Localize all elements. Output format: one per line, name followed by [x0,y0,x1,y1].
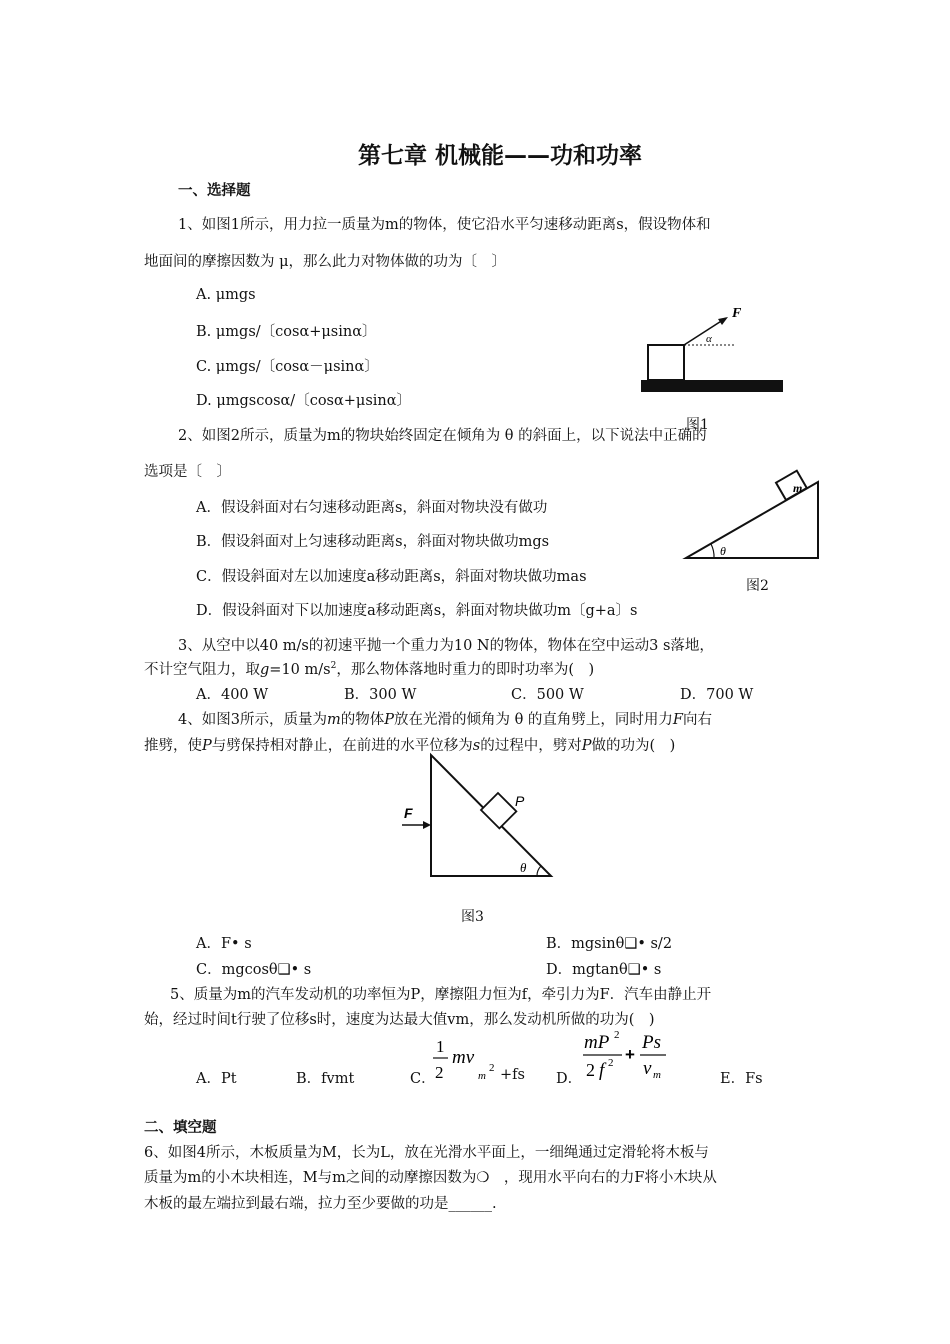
q1-line2: 地面间的摩擦因数为 μ，那么此力对物体做的功为〔 〕 [144,254,507,270]
block [648,345,684,380]
q5-option-c-prefix: C． [410,1071,436,1087]
q5-option-b: B．fvmt [296,1071,355,1087]
q3-option-b: B．300 W [344,687,417,703]
svg-text:m: m [653,1069,661,1081]
q2-option-c: C．假设斜面对左以加速度a移动距离s，斜面对物块做功mas [196,569,587,585]
q3-line2: 不计空气阻力，取g=10 $m/s^2$，那么物体落地时重力的即时功率为( ) [144,661,595,678]
formula-d-graphic [580,1028,676,1086]
q5-line1: 5、质量为m的汽车发动机的功率恒为P，摩擦阻力恒为f，牵引力为F．汽车由静止开 [170,987,712,1003]
q3-line1: 3、从空中以40 m/s的初速平抛一个重力为10 N的物体，物体在空中运动3 s落地， [178,638,714,654]
q4-option-a: A．F• s [196,936,252,952]
q3-option-a: A．400 W [196,687,269,703]
formula-c-graphic [430,1034,502,1086]
alpha-label: α [706,333,712,345]
q1-option-d: D. μmgscosα/〔cosα+μsinα〕 [196,393,412,409]
q2-line1: 2、如图2所示，质量为m的物块始终固定在倾角为 θ 的斜面上，以下说法中正确的 [178,428,707,444]
q2-option-b: B．假设斜面对上匀速移动距离s，斜面对物块做功mgs [196,534,550,550]
q1-option-a: A. μmgs [196,287,256,303]
q1-option-c: C. μmgs/〔cosα－μsinα〕 [196,359,379,375]
q4-option-b: B．mgsinθ❑• s/2 [546,936,673,952]
figure-3-diagram [398,752,558,882]
force-arrow [684,318,726,345]
svg-text:Ps: Ps [642,1032,661,1053]
force-arrowhead [718,317,728,325]
q6-line3: 木板的最左端拉到最右端，拉力至少要做的功是______. [144,1196,497,1212]
q3-option-c: C．500 W [511,687,584,703]
svg-text:2: 2 [435,1063,444,1082]
svg-text:v: v [643,1058,652,1079]
q1-option-b: B. μmgs/〔cosα+μsinα〕 [196,324,377,340]
figure-2-diagram [680,462,830,562]
svg-text:1: 1 [436,1037,445,1056]
q2-option-a: A．假设斜面对右匀速移动距离s，斜面对物块没有做功 [196,500,548,516]
q4-option-c: C．mgcosθ❑• s [196,962,312,978]
q3-option-d: D．700 W [680,687,754,703]
q6-line1: 6、如图4所示，木板质量为M，长为L，放在光滑水平面上，一细绳通过定滑轮将木板与 [144,1145,709,1161]
mass-label: m [793,481,803,495]
figure-2-label: 图2 [746,578,769,594]
svg-text:mv: mv [452,1047,475,1068]
theta-label: θ [720,544,726,558]
force-arrowhead [423,821,431,829]
svg-text:2: 2 [614,1029,620,1041]
svg-text:+: + [625,1045,635,1064]
q4-line1: 4、如图3所示，质量为m的物体P放在光滑的倾角为 θ 的直角劈上，同时用力F向右 [178,712,712,728]
q5-option-c-suffix: +fs [500,1067,525,1083]
q5-option-e: E．Fs [720,1071,763,1087]
ground [641,380,783,392]
q5-option-a: A．Pt [196,1071,237,1087]
section-heading-choice: 一、选择题 [178,183,251,199]
q6-line2: 质量为m的小木块相连，M与m之间的动摩擦因数为❍ ，现用水平向右的力F将小木块从 [144,1170,717,1186]
page-title: 第七章 机械能——功和功率 [357,143,642,169]
p-label: P [515,793,525,809]
theta-label: θ [520,860,527,875]
q5-line2: 始，经过时间t行驶了位移s时，速度为达最大值vm，那么发动机所做的功为( ) [144,1012,655,1028]
force-label: F [732,306,742,321]
q5-option-d-prefix: D． [556,1071,583,1087]
svg-text:mP: mP [584,1032,610,1053]
q2-option-d: D．假设斜面对下以加速度a移动距离s，斜面对物块做功m〔g+a〕s [196,603,638,619]
q4-option-d: D．mgtanθ❑• s [546,962,662,978]
svg-text:m: m [478,1070,486,1082]
svg-text:2: 2 [608,1057,614,1069]
figure-1-label: 图1 [686,417,709,433]
svg-text:2: 2 [489,1062,495,1074]
q4-line2: 推劈，使P与劈保持相对静止，在前进的水平位移为s的过程中，劈对P做的功为( ) [144,738,676,754]
svg-text:2: 2 [586,1060,595,1080]
svg-text:f: f [599,1060,605,1081]
section-heading-fill: 二、填空题 [144,1120,217,1136]
figure-1-diagram [636,300,796,400]
figure-3-label: 图3 [461,909,484,925]
q1-line1: 1、如图1所示，用力拉一质量为m的物体，使它沿水平匀速移动距离s，假设物体和 [178,217,711,233]
force-label: F [404,805,413,821]
q2-line2: 选项是〔 〕 [144,464,231,480]
